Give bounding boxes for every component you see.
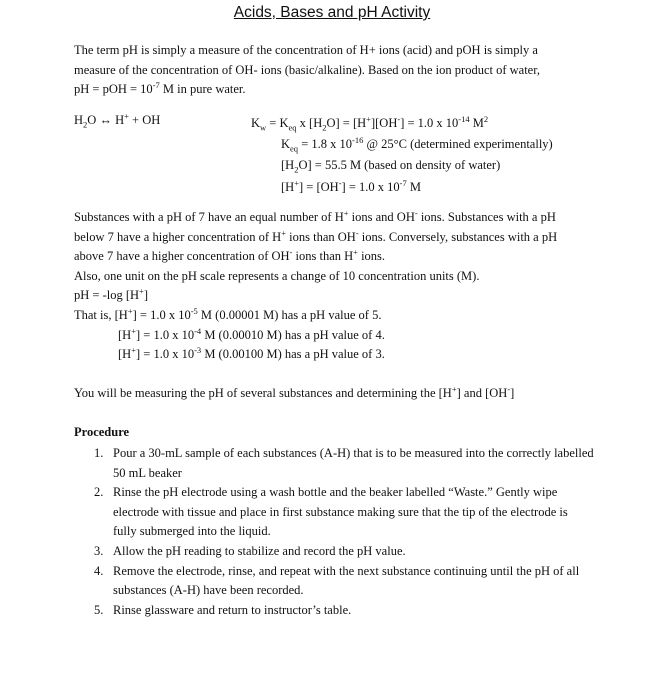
ion-concentration-equation: [H+] = [OH-] = 1.0 x $10^{-7}$ M (281, 177, 421, 194)
procedure-step: 4. Remove the electrode, rinse, and repeat with the next substance continuing until the pH of all substances (A-H) have been recorded. (94, 563, 580, 598)
ph-example-3: [H+] = 1.0 x $10^{-3}$ M (0.00100 M) has a pH value of 3. (118, 345, 385, 362)
water-concentration-equation: $[H_2O] = 55.5$ M (based on density of water) (281, 158, 501, 175)
procedure-list (74, 444, 594, 620)
water-dissociation-equation: $H_2O$ ↔ H+ + OH (74, 110, 161, 130)
keq-equation: $K_{eq} = 1.8$ x $10^{-16}$ @ 25°C (determined experimentally) (281, 135, 553, 154)
measuring-statement: You will be measuring the pH of several substances and determining the [H+] and [OH-] (74, 383, 515, 400)
equilibrium-equations (251, 113, 591, 198)
procedure-step: 2. Rinse the pH electrode using a wash bottle and the beaker labelled “Waste.” Gently wipe electrode with tissue and place in first substance making sure that the tip of the electrode is fully submerged into the liquid. (94, 485, 568, 539)
ph-example-2: [H+] = 1.0 x $10^{-4}$ M (0.00010 M) has a pH value of 4. (118, 325, 385, 342)
intro-paragraph: The term pH is simply a measure of the concentration of H+ ions (acid) and pOH is simply a measure of the concentration of OH- ions (basic/alkaline). Based on the ion product of water, pH = pOH = $10^{-7}$ M in pure water. (74, 43, 541, 97)
procedure-heading: Procedure (74, 425, 130, 439)
procedure-step: 3. Allow the pH reading to stabilize and record the pH value. (94, 543, 406, 558)
page-title: Acids, Bases and pH Activity (233, 4, 431, 21)
kw-equation: $K_w = K_{eq}$ x $[H_2O] = [H^+][OH^-] = 1.0$ x $10^{-14}$ $M^2$ (251, 113, 489, 133)
ph-explanation: Substances with a pH of 7 have an equal number of H+ ions and OH- ions. Substances with a pH below 7 have a higher concentration of H+ ions than OH- ions. Conversely, substances with a pH above 7 have a higher concentration of OH- ions than H+ ions. Also, one unit on the pH scale represents a change of 10 concentration units (M). pH = -log [H+] That is, [H+] = 1.0 x $10^{-5}$ M (0.00001 M) has a pH value of 5. [H+] = 1.0 x $10^{-4}$ M (0.00010 M) has a pH value of 4. [H+] = 1.0 x $10^{-3}$ M (0.00100 M) has a pH value of 3. (74, 207, 558, 362)
ph-example-1: That is, [H+] = 1.0 x $10^{-5}$ M (0.00001 M) has a pH value of 5. (74, 305, 382, 322)
procedure-step: 1. Pour a 30-mL sample of each substances (A-H) that is to be measured into the correctly labelled 50 mL beaker (94, 446, 594, 480)
procedure-step: 5. Rinse glassware and return to instructor’s table. (94, 602, 352, 617)
